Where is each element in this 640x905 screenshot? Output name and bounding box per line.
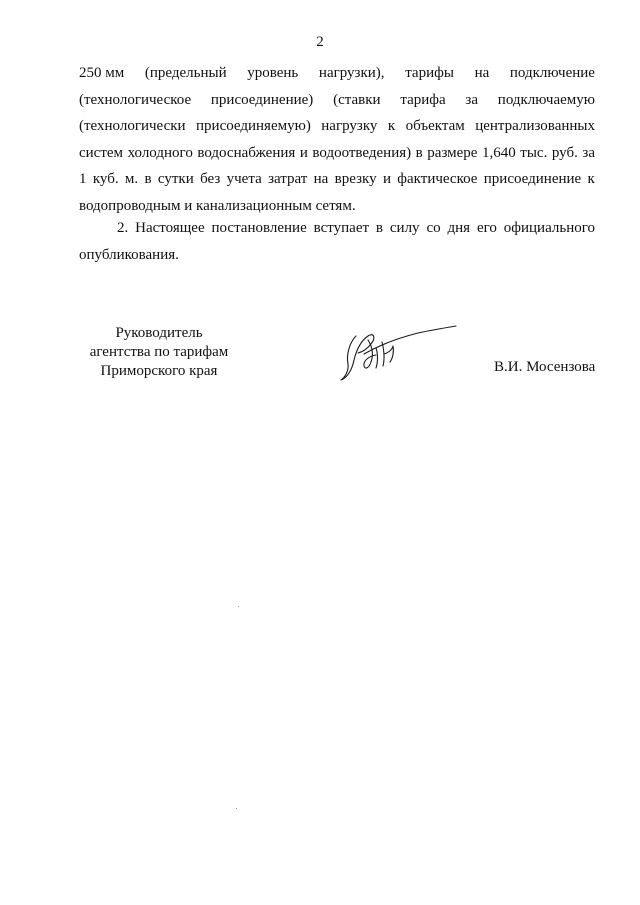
word: (технологически (79, 118, 186, 134)
paragraph-line (79, 166, 595, 193)
paragraph-line (79, 87, 595, 114)
signatory-position-line: Руководитель (115, 325, 203, 341)
word: присоединение (483, 171, 582, 187)
word: фактическое (397, 171, 478, 187)
word: в (415, 144, 423, 161)
word: присоединяемую) (196, 118, 311, 134)
paragraph-1 (79, 60, 595, 219)
word: учета (226, 171, 262, 187)
word: сутки (157, 171, 194, 187)
word: руб. (551, 144, 578, 161)
word: тарифы (405, 65, 454, 81)
word: 250 мм (79, 65, 125, 81)
paragraph-line (79, 60, 595, 87)
word: присоединение) (210, 91, 314, 108)
word: 1,640 (482, 144, 516, 161)
word: (предельный (144, 65, 227, 81)
word: объектам (405, 118, 465, 134)
word: на (474, 65, 490, 81)
word: тыс. (520, 144, 548, 161)
word: водоснабжения (197, 144, 296, 161)
word: за (465, 91, 479, 108)
word: подключаемую (497, 91, 595, 108)
word: нагрузки), (318, 65, 385, 81)
word: систем (79, 144, 124, 161)
handwritten-signature (338, 320, 463, 390)
word: водопроводным и канализационным сетям. (79, 197, 356, 214)
paragraph-2: 2. Настоящее постановление вступает в силу со дня его официального опубликования. (79, 220, 595, 263)
word: без (200, 171, 221, 187)
word: уровень (247, 65, 299, 81)
word: куб. (92, 171, 119, 187)
word: нагрузку (321, 118, 378, 134)
word: в (144, 171, 152, 187)
word: к (387, 118, 396, 134)
word: и (299, 144, 308, 161)
word: на (313, 171, 329, 187)
word: размере (427, 144, 478, 161)
page-number: 2 (316, 34, 324, 50)
signatory-position-line: агентства по тарифам (89, 344, 229, 360)
word: централизованных (475, 118, 595, 134)
word: холодного (127, 144, 193, 161)
paragraph-line (79, 113, 595, 140)
word: м. (124, 171, 139, 187)
word: за (582, 144, 595, 161)
word: затрат (268, 171, 308, 187)
signatory-name: В.И. Мосензова (494, 359, 596, 375)
scan-speck (236, 808, 237, 809)
word: врезку (334, 171, 377, 187)
word: водоотведения) (312, 144, 412, 161)
scan-speck (238, 606, 239, 607)
word: подключение (509, 65, 595, 81)
signatory-position-line: Приморского края (100, 363, 218, 379)
word: (технологическое (79, 91, 192, 108)
word: и (382, 171, 391, 187)
word: 1 (79, 171, 87, 187)
signatory-position (76, 324, 242, 381)
paragraph-line (79, 140, 595, 167)
word: (ставки (333, 91, 381, 108)
word: к (587, 171, 595, 187)
word: тарифа (400, 91, 446, 108)
